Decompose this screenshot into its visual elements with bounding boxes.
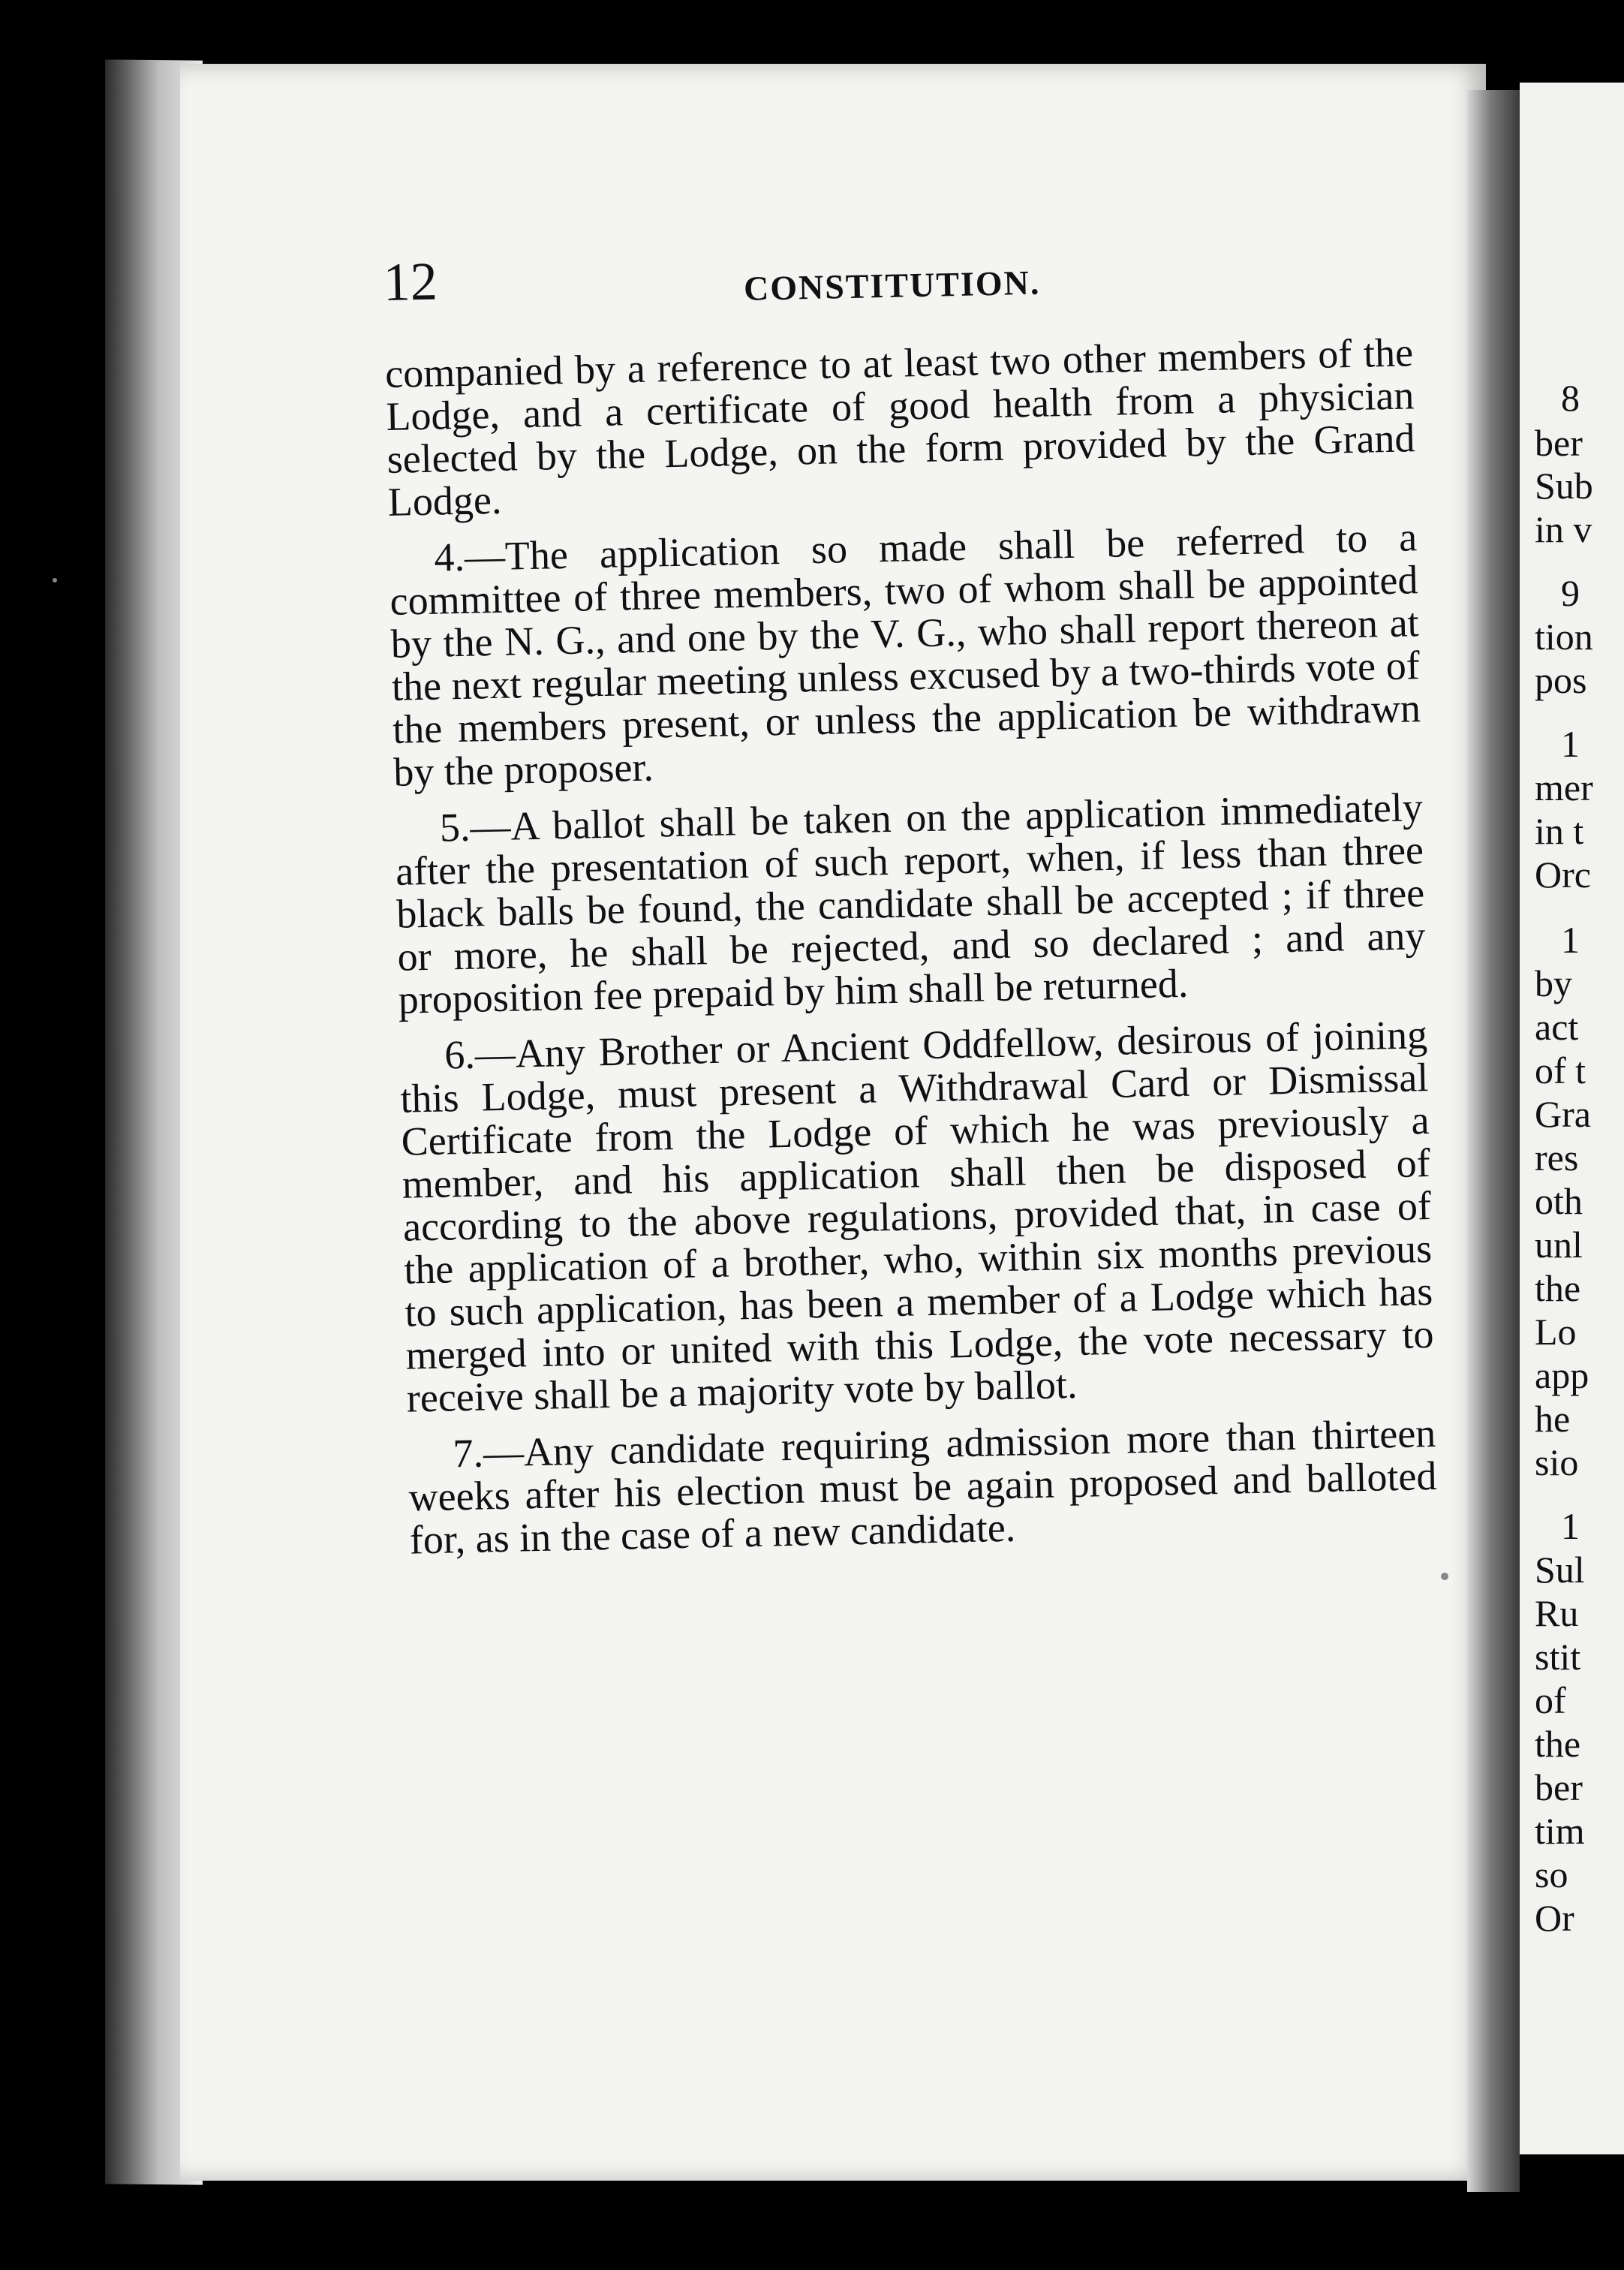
facing-line: so [1535,1853,1568,1895]
facing-line: Ru [1535,1592,1579,1634]
facing-line: tion [1535,616,1593,658]
book-gutter [1467,90,1520,2192]
facing-line: the [1535,1267,1581,1309]
clause-6: 6.—Any Brother or Ancient Oddfellow, desirous of joining this Lodge, must present a Withdrawal Card or Dismissal Certificate from the Lodge of which he was previously a member, and his application shall then be disposed of according to the above regulations, provided that, in case of the application of a brother, who, within six months previous to such application, has been a member of a Lodge which has merged into or united with this Lodge, the vote necessary to receive shall be a majority vote by ballot. [399,1012,1435,1421]
facing-line: act [1535,1006,1579,1048]
facing-line: 1 [1561,723,1580,765]
facing-line: sio [1535,1441,1579,1483]
facing-line: Orc [1535,854,1591,896]
facing-line: 1 [1561,1505,1580,1547]
facing-line: 9 [1561,572,1580,614]
facing-line: ber [1535,422,1583,464]
paragraph-continuation: companied by a reference to at least two other members of the Lodge, and a certificate of good health from a physician selected by the Lodge, on the form provided by the Grand Lodge. [384,330,1416,525]
facing-line: in t [1535,810,1584,852]
facing-line: app [1535,1354,1589,1396]
facing-line: tim [1535,1810,1585,1852]
page-number: 12 [382,251,438,312]
facing-line: Lo [1535,1311,1577,1353]
facing-line: Gra [1535,1093,1591,1135]
clause-4: 4.—The application so made shall be referred to a committee of three members, two of whom shall be appointed by the N. G., and one by the V. G., who shall report thereon at the next regular meeting unless excused by a two-thirds vote of the members present, or unless the application be withdrawn by the proposer. [389,514,1421,795]
facing-line: of [1535,1679,1566,1721]
scan-speck [1441,1573,1448,1580]
facing-line: Sub [1535,465,1593,507]
facing-line: stit [1535,1636,1581,1678]
facing-line: pos [1535,659,1587,701]
facing-line: ber [1535,1766,1583,1808]
facing-line: of t [1535,1049,1586,1091]
facing-line: in v [1535,508,1592,550]
body-text [385,331,1439,1575]
facing-page [1520,83,1624,2154]
facing-line: Or [1535,1897,1574,1939]
facing-line: he [1535,1398,1571,1440]
facing-line: the [1535,1723,1581,1765]
clause-5: 5.—A ballot shall be taken on the application immediately after the presentation of such report, when, if less than three black balls be found, the candidate shall be accepted ; if three or more, he shall be rejected, and so declared ; and any proposition fee prepaid by him shall be returned. [395,784,1426,1022]
facing-line: 1 [1561,919,1580,961]
running-head: CONSTITUTION. [743,263,1041,308]
scan-speck [53,578,57,583]
facing-line: unl [1535,1224,1583,1266]
clause-7: 7.—Any candidate requiring admission more than thirteen weeks after his election must be again proposed and balloted for, as in the case of a new candidate. [408,1410,1437,1563]
facing-line: mer [1535,766,1593,808]
facing-line: res [1535,1137,1579,1179]
facing-line: Sul [1535,1549,1585,1591]
facing-line: by [1535,962,1572,1004]
facing-line: oth [1535,1180,1583,1222]
facing-line: 8 [1561,377,1580,419]
